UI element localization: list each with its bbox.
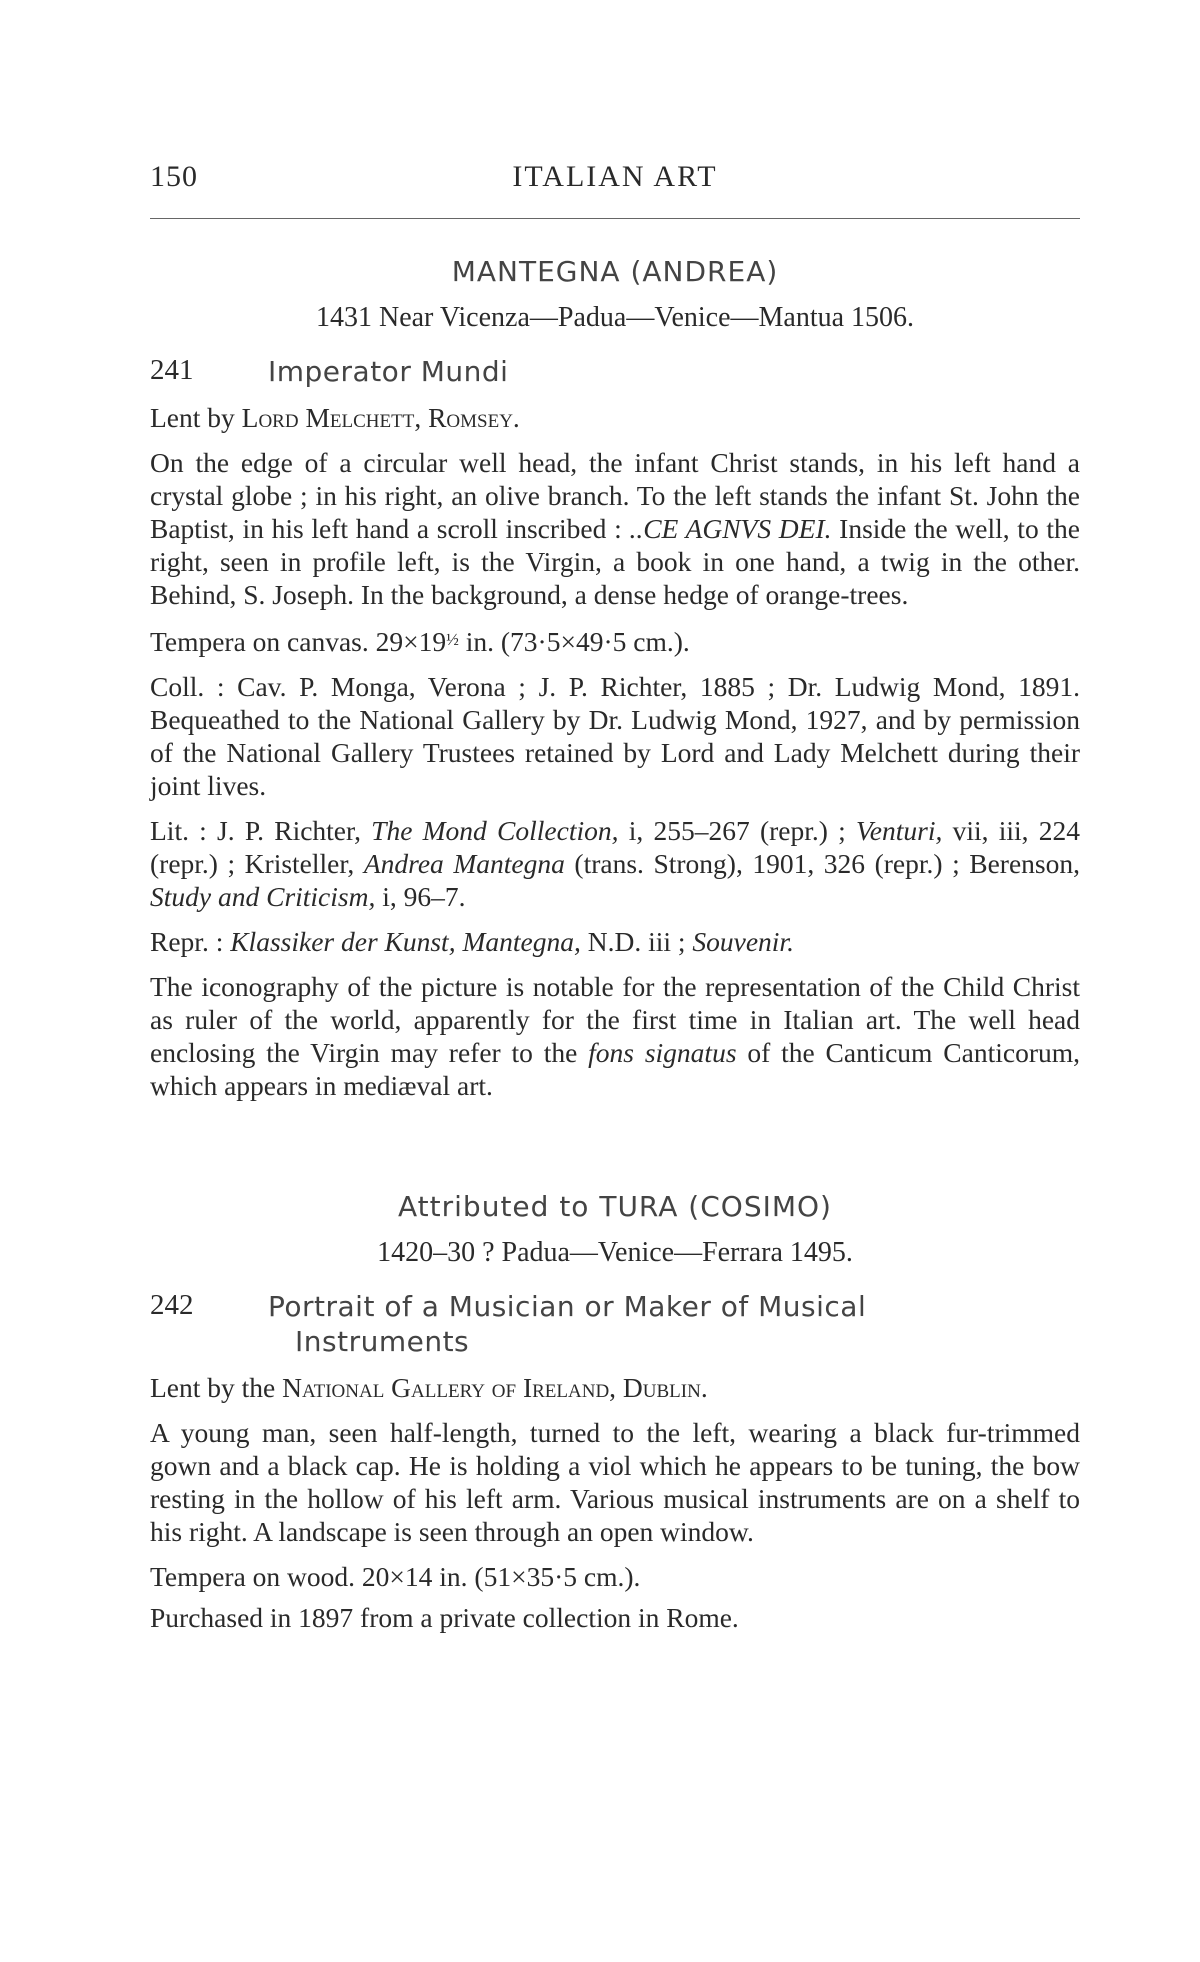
artist-dates: 1420–30 ? Padua—Venice—Ferrara 1495. [377,1237,853,1268]
literature-title: Venturi, [856,815,943,846]
lender-prefix: Lent by [150,402,242,433]
header-rule [150,218,1080,219]
inscription-text: ..CE AGNVS DEI. [629,513,832,544]
description-text-continued: Inside the well, to the right, seen in profile left, is the Virgin, a book in one hand, a twig in the other. Behind, S. Joseph. In the background, a dense hedge of orange-trees. [150,513,1080,610]
catalogue-entry-242 [150,1190,1080,1634]
provenance-line: Purchased in 1897 from a private collection in Rome. [150,1602,739,1633]
entry-number: 242 [150,1289,194,1321]
entry-title-line-2: Instruments [295,1325,470,1358]
medium-text: Tempera on canvas. 29×19 [150,626,447,657]
literature-title: The Mond Collection, [371,815,619,846]
entry-title [268,1289,866,1359]
lender-line [150,401,1080,434]
reproduction-title: Klassiker der Kunst, Mantegna, [230,926,581,957]
description: A young man, seen half-length, turned to the left, wearing a black fur-trimmed gown and a black cap. He is holding a viol which he appears to be tuning, the bow resting in the hollow of his left arm. Various musical instruments are on a shelf to his right. A landscape is seen through an open window. [150,1417,1080,1547]
running-title: ITALIAN ART [512,160,718,193]
artist-heading: MANTEGNA (ANDREA) [451,255,779,288]
medium-line: Tempera on wood. 20×14 in. (51×35·5 cm.). [150,1561,641,1592]
description [150,446,1080,611]
entry-title-line-1: Portrait of a Musician or Maker of Musical [268,1290,867,1323]
lender-name: Lord Melchett, Romsey [241,402,513,433]
reproduction-label: Repr. : [150,926,231,957]
commentary [150,970,1080,1102]
literature-title: Study and Criticism, [150,881,376,912]
reproduction-line [150,925,1080,958]
reproduction-text: N.D. iii ; [580,926,693,957]
lender-suffix: . [512,402,520,433]
commentary-term: fons signatus [588,1037,737,1068]
medium-fraction: ½ [446,630,459,649]
literature-text: (trans. Strong), 1901, 326 (repr.) ; Berenson, [564,848,1080,879]
lender-line [150,1371,1080,1404]
literature-text: Lit. : J. P. Richter, [150,815,372,846]
literature-text: i, 255–267 (repr.) ; [618,815,857,846]
literature-text: vii, iii, 224 (repr.) ; Kristeller, [150,815,1080,879]
catalogue-entry-241 [150,255,1080,1102]
lender-prefix: Lent by the [150,1372,283,1403]
literature-line [150,814,1080,913]
entry-number: 241 [150,354,194,386]
artist-dates: 1431 Near Vicenza—Padua—Venice—Mantua 1506. [315,302,915,333]
entry-heading [150,1289,1080,1359]
collection-line: Coll. : Cav. P. Monga, Verona ; J. P. Richter, 1885 ; Dr. Ludwig Mond, 1891. Bequeathed to the National Gallery by Dr. Ludwig Mond, 1927, and by permission of the National Gallery Trustees retained by Lord and Lady Melchett during their joint lives. [150,671,1080,801]
description-text: On the edge of a circular well head, the infant Christ stands, in his left hand a crystal globe ; in his right, an olive branch. To the left stands the infant St. John the Baptist, in his left hand a scroll inscribed : [150,447,1080,544]
lender-name: National Gallery of Ireland, Dublin [282,1372,701,1403]
lender-suffix: . [700,1372,708,1403]
page-number: 150 [150,160,198,193]
commentary-text-continued: of the Canticum Canticorum, which appears in mediæval art. [150,1037,1080,1101]
medium-dimensions: in. (73·5×49·5 cm.). [458,626,690,657]
entry-title: Imperator Mundi [268,355,509,388]
literature-title: Andrea Mantegna [363,848,565,879]
artist-heading: Attributed to TURA (COSIMO) [398,1190,832,1223]
entry-heading [150,354,1080,389]
commentary-text: The iconography of the picture is notable for the representation of the Child Christ as ruler of the world, apparently for the first time in Italian art. The well head enclosing the Virgin may refer to the [150,971,1080,1068]
literature-text: i, 96–7. [375,881,466,912]
medium-line [150,623,1080,658]
running-head [150,160,1080,200]
catalogue-page [150,160,1080,1634]
reproduction-title: Souvenir. [692,926,794,957]
